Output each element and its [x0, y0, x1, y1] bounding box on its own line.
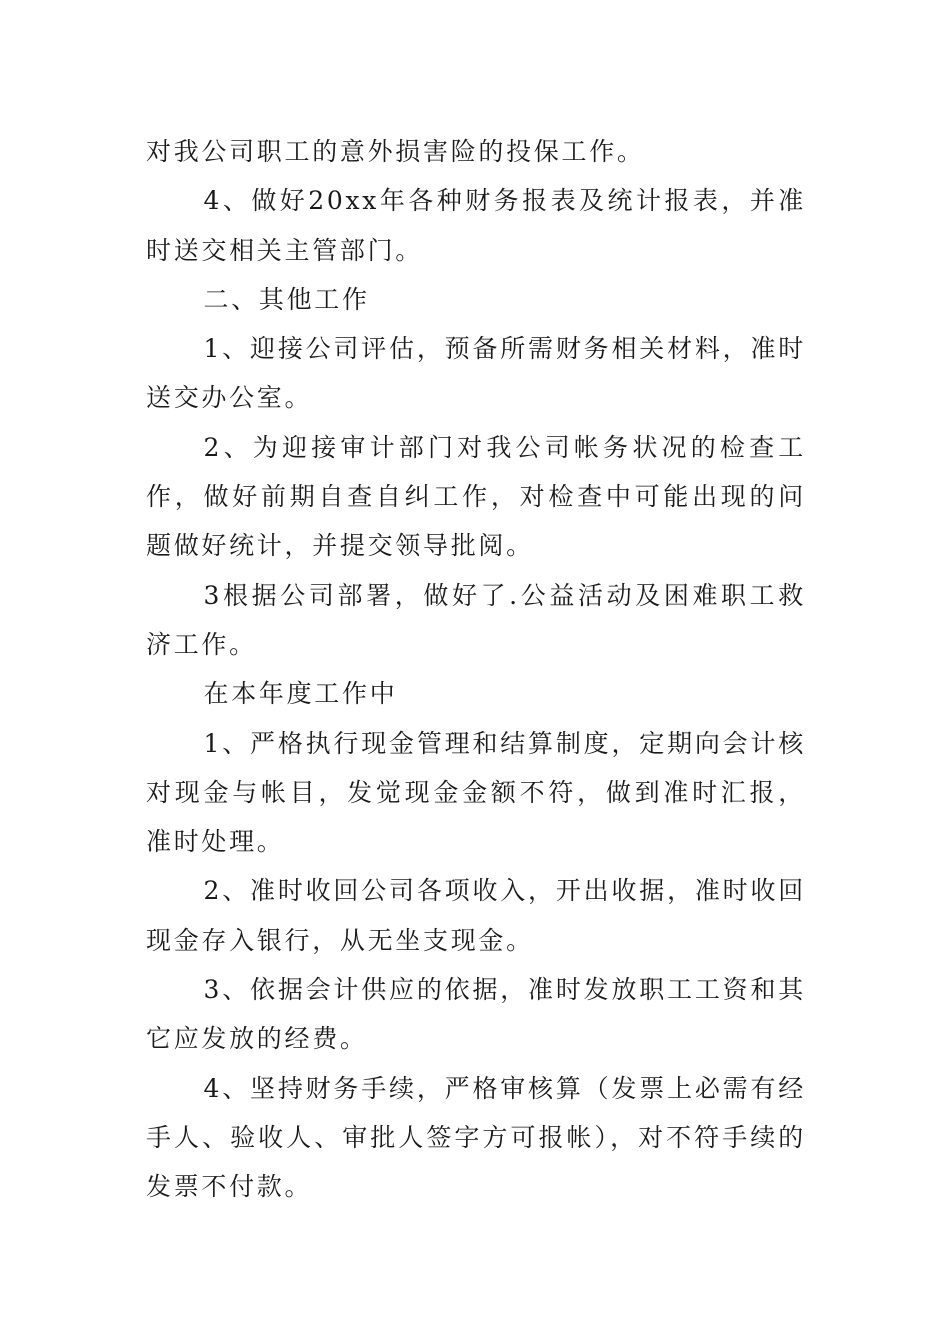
paragraph-item-4-reports: 4、做好20xx年各种财务报表及统计报表，并准时送交相关主管部门。	[146, 186, 806, 265]
paragraph-item-4-invoices: 4、坚持财务手续，严格审核算（发票上必需有经手人、验收人、审批人签字方可报帐），对不符手续的发票不付款。	[146, 1073, 806, 1202]
paragraph-item-2-income: 2、准时收回公司各项收入，开出收据，准时收回现金存入银行，从无坐支现金。	[146, 876, 806, 955]
paragraph-item-3-charity: 3根据公司部署，做好了.公益活动及困难职工救济工作。	[146, 580, 806, 659]
paragraph-item-2-audit: 2、为迎接审计部门对我公司帐务状况的检查工作，做好前期自查自纠工作，对检查中可能出现的问题做好统计，并提交领导批阅。	[146, 432, 806, 561]
section-heading-this-year: 在本年度工作中	[203, 679, 398, 709]
paragraph-continuation: 对我公司职工的意外损害险的投保工作。	[146, 137, 645, 166]
paragraph-item-1-evaluation: 1、迎接公司评估，预备所需财务相关材料，准时送交办公室。	[146, 334, 806, 413]
paragraph-item-1-cash: 1、严格执行现金管理和结算制度，定期向会计核对现金与帐目，发觉现金金额不符，做到准时汇报，准时处理。	[146, 728, 806, 857]
document-body	[146, 127, 806, 1212]
paragraph-item-3-wages: 3、依据会计供应的依据，准时发放职工工资和其它应发放的经费。	[146, 975, 806, 1054]
section-heading-other-work: 二、其他工作	[203, 284, 370, 314]
